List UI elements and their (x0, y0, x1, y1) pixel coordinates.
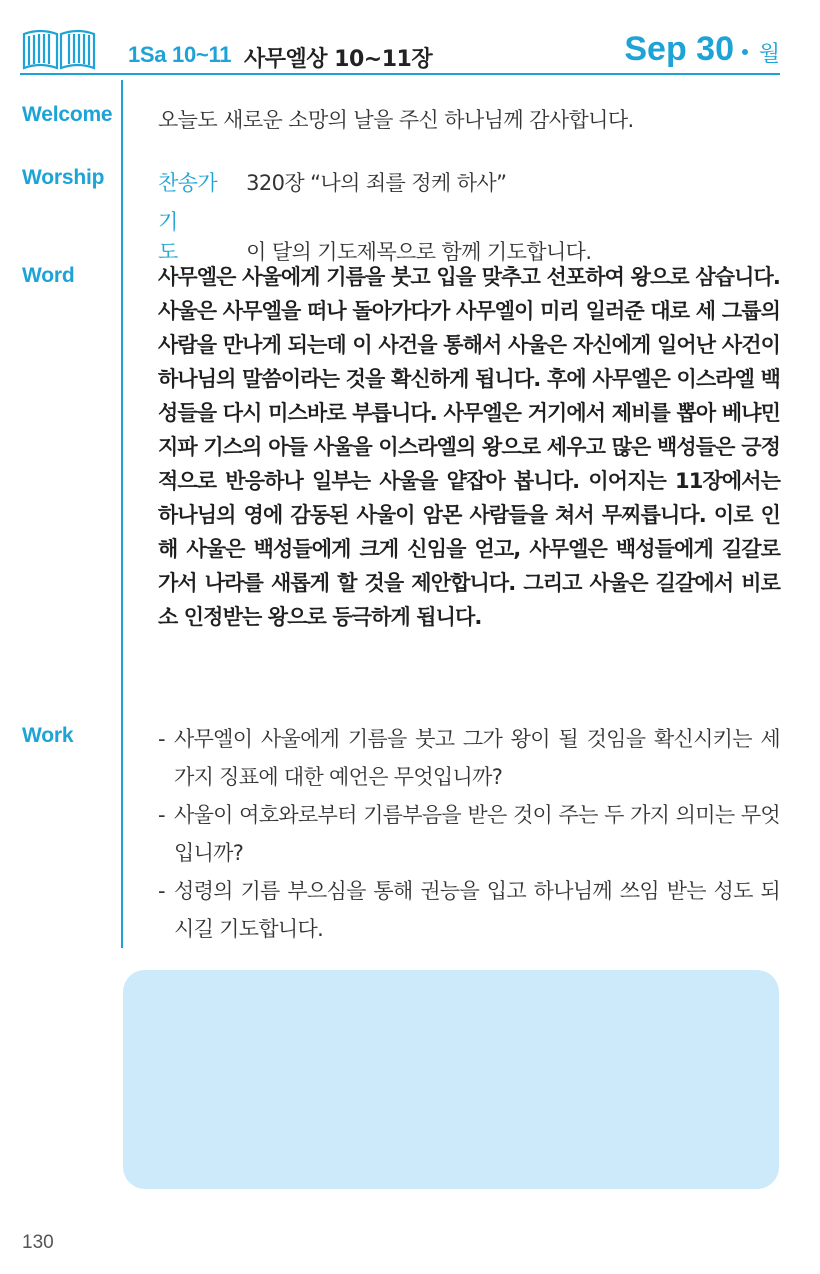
scripture-reference: 1Sa 10~11 (128, 42, 232, 67)
dash-bullet: - (158, 879, 165, 903)
dash-bullet: - (158, 803, 165, 827)
work-list (158, 720, 780, 948)
work-item-text: 사무엘이 사울에게 기름을 붓고 그가 왕이 될 것임을 확신시키는 세 가지 징표에 대한 예언은 무엇입니까? (174, 727, 780, 789)
date-label: Sep 30 (624, 30, 734, 68)
prayer-row (158, 206, 591, 266)
open-book-icon (20, 24, 98, 72)
work-item (158, 796, 780, 872)
header-divider (20, 73, 780, 75)
hymn-row (158, 167, 506, 197)
work-item-text: 성령의 기름 부으심을 통해 권능을 입고 하나님께 쓰임 받는 성도 되시길 기도합니다. (174, 879, 780, 941)
chapter-title: 사무엘상 10~11장 (244, 47, 433, 72)
work-label: Work (22, 724, 74, 747)
word-text: 사무엘은 사울에게 기름을 붓고 입을 맞추고 선포하여 왕으로 삼습니다. 사울은 사무엘을 떠나 돌아가다가 사무엘이 미리 일러준 대로 세 그룹의 사람을 만나게 되는데 이 사건을 통해서 사울은 자신에게 일어난 사건이 하나님의 말씀이라는 것을 확신하게 됩니다. 후에 사무엘은 이스라엘 백성들을 다시 미스바로 부릅니다. 사무엘은 거기에서 제비를 뽑아 베냐민 지파 기스의 아들 사울을 이스라엘의 왕으로 세우고 많은 백성들은 긍정적으로 반응하나 일부는 사울을 얕잡아 봅니다. 이어지는 11장에서는 하나님의 영에 감동된 사울이 암몬 사람들을 쳐서 무찌릅니다. 이로 인해 사울은 백성들에게 크게 신임을 얻고, 사무엘은 백성들에게 길갈로 가서 나라를 새롭게 할 것을 제안합니다. 그리고 사울은 길갈에서 비로소 인정받는 왕으로 등극하게 됩니다. (158, 265, 780, 629)
page-header (20, 24, 780, 76)
work-item (158, 872, 780, 948)
date-separator-dot (742, 49, 748, 55)
word-label: Word (22, 264, 75, 287)
hymn-key: 찬송가 (158, 171, 218, 195)
welcome-label: Welcome (22, 103, 113, 126)
note-box (123, 970, 779, 1189)
page-number: 130 (22, 1232, 54, 1253)
dash-bullet: - (158, 727, 165, 751)
work-item (158, 720, 780, 796)
prayer-key: 기도 (158, 210, 205, 264)
work-item-text: 사울이 여호와로부터 기름부음을 받은 것이 주는 두 가지 의미는 무엇입니까? (174, 803, 780, 865)
section-divider-line (121, 80, 123, 948)
weekday-label: 월 (758, 42, 780, 67)
prayer-value: 이 달의 기도제목으로 함께 기도합니다. (246, 240, 592, 264)
worship-label: Worship (22, 166, 105, 189)
hymn-value: 320장 “나의 죄를 정케 하사” (246, 171, 507, 195)
welcome-text: 오늘도 새로운 소망의 날을 주신 하나님께 감사합니다. (158, 108, 634, 132)
